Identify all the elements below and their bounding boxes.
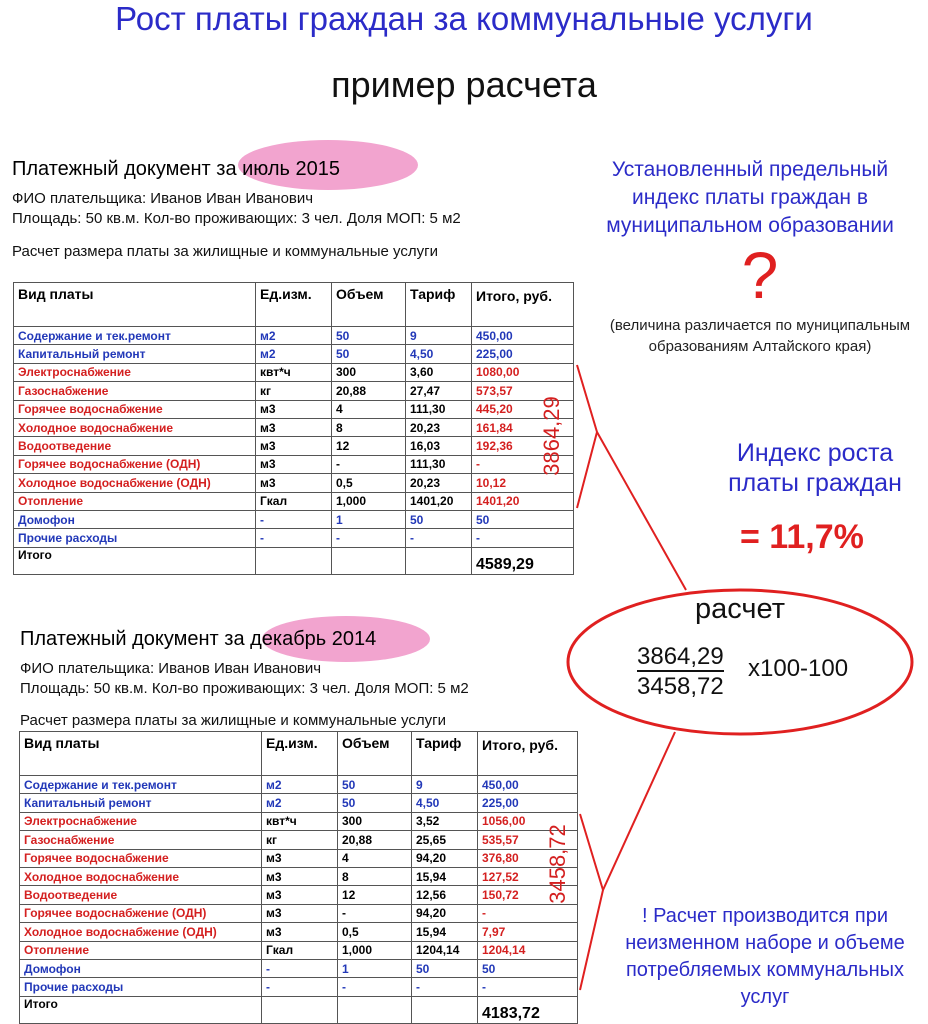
payer-name-december: ФИО плательщика: Иванов Иван Иванович [20, 660, 322, 677]
cell-volume: 50 [338, 794, 412, 812]
total-row [20, 996, 578, 1023]
calc-title-july: Расчет размера платы за жилищные и коммунальные услуги [12, 243, 438, 260]
cell-unit: Гкал [262, 941, 338, 959]
cell-tariff: 50 [406, 510, 472, 528]
cell-tariff: 27,47 [406, 382, 472, 400]
limit-index-title: Установленный предельный индекс платы граждан в муниципальном образовании [606, 158, 894, 237]
cell-volume: 1,000 [338, 941, 412, 959]
total-empty [262, 996, 338, 1023]
cell-tariff: 94,20 [412, 849, 478, 867]
col-header-total: Итого, руб. [478, 732, 578, 776]
line-december-to-calc [603, 732, 675, 890]
cell-type: Отопление [20, 941, 262, 959]
cell-tariff: 4,50 [406, 345, 472, 363]
cell-volume: 0,5 [338, 923, 412, 941]
cell-unit: м3 [262, 923, 338, 941]
table-row [14, 400, 574, 418]
col-header-unit: Ед.изм. [262, 732, 338, 776]
total-empty [256, 547, 332, 574]
cell-type: Газоснабжение [14, 382, 256, 400]
cell-tariff: 25,65 [412, 831, 478, 849]
cell-total: 1056,00 [478, 812, 578, 830]
cell-tariff: 15,94 [412, 923, 478, 941]
table-row [20, 776, 578, 794]
cell-unit: м2 [262, 776, 338, 794]
calculation-numerator: 3864,29 [637, 643, 724, 670]
total-empty [338, 996, 412, 1023]
doc-title-december: Платежный документ за декабрь 2014 [20, 628, 377, 650]
total-row [14, 547, 574, 574]
cell-unit: м2 [256, 345, 332, 363]
total-value: 4589,29 [472, 547, 574, 574]
table-row [20, 959, 578, 977]
limit-index-note: (величина различается по муниципальным образованиям Алтайского края) [609, 317, 911, 355]
cell-total: 450,00 [472, 327, 574, 345]
col-header-unit: Ед.изм. [256, 283, 332, 327]
table-header-row [20, 732, 578, 776]
cell-total: 150,72 [478, 886, 578, 904]
cell-volume: 1 [332, 510, 406, 528]
total-empty [406, 547, 472, 574]
table-row [20, 812, 578, 830]
cell-unit: м3 [262, 849, 338, 867]
table-row [14, 455, 574, 473]
table-row [14, 418, 574, 436]
calc-title-december: Расчет размера платы за жилищные и коммунальные услуги [20, 712, 446, 729]
cell-unit: м3 [256, 455, 332, 473]
page-title: Рост платы граждан за коммунальные услуги [115, 0, 813, 37]
col-header-volume: Объем [338, 732, 412, 776]
table-row [14, 327, 574, 345]
col-header-type: Вид платы [20, 732, 262, 776]
total-value: 4183,72 [478, 996, 578, 1023]
utilities-sum-december: 3458,72 [545, 824, 570, 904]
cell-unit: м2 [256, 327, 332, 345]
cell-volume: - [332, 529, 406, 547]
cell-tariff: 3,60 [406, 363, 472, 381]
cell-total: 1204,14 [478, 941, 578, 959]
cell-volume: - [338, 978, 412, 996]
cell-total: 225,00 [472, 345, 574, 363]
total-empty [412, 996, 478, 1023]
cell-unit: - [262, 978, 338, 996]
cell-volume: - [338, 904, 412, 922]
cell-volume: 4 [338, 849, 412, 867]
cell-unit: м3 [262, 886, 338, 904]
cell-volume: 12 [332, 437, 406, 455]
table-row [14, 382, 574, 400]
cell-volume: 1,000 [332, 492, 406, 510]
cell-unit: квт*ч [256, 363, 332, 381]
cell-tariff: 9 [406, 327, 472, 345]
cell-tariff: 111,30 [406, 455, 472, 473]
cell-volume: 50 [332, 327, 406, 345]
cell-tariff: 50 [412, 959, 478, 977]
area-info-december: Площадь: 50 кв.м. Кол-во проживающих: 3 чел. Доля МОП: 5 м2 [20, 680, 469, 697]
cell-tariff: 94,20 [412, 904, 478, 922]
cell-total: 376,80 [478, 849, 578, 867]
cell-unit: Гкал [256, 492, 332, 510]
growth-index-value: = 11,7% [740, 518, 864, 556]
total-label: Итого [14, 547, 256, 574]
cell-tariff: 12,56 [412, 886, 478, 904]
table-row [14, 510, 574, 528]
cell-total: 50 [478, 959, 578, 977]
cell-total: 450,00 [478, 776, 578, 794]
col-header-total: Итого, руб. [472, 283, 574, 327]
cell-tariff: 9 [412, 776, 478, 794]
cell-total: 50 [472, 510, 574, 528]
cell-type: Прочие расходы [20, 978, 262, 996]
question-mark: ? [741, 238, 779, 312]
table-row [20, 886, 578, 904]
cell-volume: 4 [332, 400, 406, 418]
cell-type: Холодное водоснабжение (ОДН) [14, 474, 256, 492]
utilities-sum-july: 3864,29 [539, 396, 564, 476]
cell-volume: 20,88 [338, 831, 412, 849]
line-july-to-calc [597, 432, 686, 590]
col-header-type: Вид платы [14, 283, 256, 327]
cell-unit: м3 [262, 867, 338, 885]
cell-tariff: - [412, 978, 478, 996]
cell-total: 161,84 [472, 418, 574, 436]
table-row [20, 923, 578, 941]
cell-type: Капитальный ремонт [20, 794, 262, 812]
cell-tariff: 20,23 [406, 474, 472, 492]
cell-type: Домофон [14, 510, 256, 528]
cell-type: Холодное водоснабжение [20, 867, 262, 885]
doc-title-july: Платежный документ за июль 2015 [12, 158, 340, 180]
table-row [14, 363, 574, 381]
table-row [14, 492, 574, 510]
cell-volume: 50 [338, 776, 412, 794]
col-header-volume: Объем [332, 283, 406, 327]
table-row [14, 345, 574, 363]
cell-volume: 12 [338, 886, 412, 904]
cell-total: - [472, 455, 574, 473]
cell-unit: - [262, 959, 338, 977]
table-row [20, 941, 578, 959]
cell-type: Прочие расходы [14, 529, 256, 547]
table-row [14, 437, 574, 455]
cell-unit: м3 [262, 904, 338, 922]
cell-unit: м3 [256, 474, 332, 492]
cell-tariff: 15,94 [412, 867, 478, 885]
cell-volume: 8 [338, 867, 412, 885]
cell-unit: кг [256, 382, 332, 400]
cell-total: 225,00 [478, 794, 578, 812]
bracket-july [577, 365, 597, 508]
cell-type: Капитальный ремонт [14, 345, 256, 363]
cell-unit: м3 [256, 418, 332, 436]
table-row [20, 904, 578, 922]
cell-tariff: 111,30 [406, 400, 472, 418]
table-row [14, 474, 574, 492]
cell-volume: 50 [332, 345, 406, 363]
area-info-july: Площадь: 50 кв.м. Кол-во проживающих: 3 чел. Доля МОП: 5 м2 [12, 210, 461, 227]
cell-total: 1401,20 [472, 492, 574, 510]
cell-tariff: 3,52 [412, 812, 478, 830]
cell-total: 573,57 [472, 382, 574, 400]
cell-volume: 20,88 [332, 382, 406, 400]
cell-type: Содержание и тек.ремонт [20, 776, 262, 794]
cell-type: Водоотведение [14, 437, 256, 455]
cell-total: 10,12 [472, 474, 574, 492]
cell-total: 535,57 [478, 831, 578, 849]
cell-total: 445,20 [472, 400, 574, 418]
cell-volume: - [332, 455, 406, 473]
cell-tariff: 16,03 [406, 437, 472, 455]
growth-index-title: Индекс роста платы граждан [728, 439, 902, 497]
cell-type: Холодное водоснабжение (ОДН) [20, 923, 262, 941]
cell-type: Горячее водоснабжение (ОДН) [20, 904, 262, 922]
cell-volume: 300 [332, 363, 406, 381]
cell-type: Водоотведение [20, 886, 262, 904]
cell-type: Домофон [20, 959, 262, 977]
cell-type: Содержание и тек.ремонт [14, 327, 256, 345]
cell-total: - [478, 904, 578, 922]
table-row [14, 529, 574, 547]
cell-unit: м2 [262, 794, 338, 812]
cell-tariff: 1401,20 [406, 492, 472, 510]
col-header-tariff: Тариф [412, 732, 478, 776]
cell-tariff: 20,23 [406, 418, 472, 436]
cell-unit: кг [262, 831, 338, 849]
cell-volume: 1 [338, 959, 412, 977]
cell-tariff: - [406, 529, 472, 547]
col-header-tariff: Тариф [406, 283, 472, 327]
cell-type: Горячее водоснабжение [14, 400, 256, 418]
page-subtitle: пример расчета [331, 64, 597, 105]
bill-table-december [19, 731, 578, 1024]
calculation-label: расчет [695, 593, 785, 625]
cell-type: Газоснабжение [20, 831, 262, 849]
bill-table-july [13, 282, 574, 575]
cell-unit: квт*ч [262, 812, 338, 830]
cell-unit: м3 [256, 400, 332, 418]
table-header-row [14, 283, 574, 327]
cell-type: Электроснабжение [14, 363, 256, 381]
calculation-note: ! Расчет производится при неизменном наборе и объеме потребляемых коммунальных услуг [625, 905, 905, 1008]
cell-volume: 0,5 [332, 474, 406, 492]
cell-total: 127,52 [478, 867, 578, 885]
cell-volume: 300 [338, 812, 412, 830]
payer-name-july: ФИО плательщика: Иванов Иван Иванович [12, 190, 314, 207]
total-empty [332, 547, 406, 574]
cell-total: 7,97 [478, 923, 578, 941]
table-row [20, 867, 578, 885]
cell-total: - [478, 978, 578, 996]
cell-volume: 8 [332, 418, 406, 436]
cell-total: - [472, 529, 574, 547]
table-row [20, 794, 578, 812]
table-row [20, 831, 578, 849]
cell-unit: - [256, 529, 332, 547]
cell-total: 192,36 [472, 437, 574, 455]
cell-unit: - [256, 510, 332, 528]
cell-type: Холодное водоснабжение [14, 418, 256, 436]
table-row [20, 849, 578, 867]
cell-type: Электроснабжение [20, 812, 262, 830]
table-row [20, 978, 578, 996]
cell-tariff: 4,50 [412, 794, 478, 812]
cell-total: 1080,00 [472, 363, 574, 381]
cell-type: Горячее водоснабжение [20, 849, 262, 867]
calculation-operation: х100-100 [748, 655, 849, 682]
calculation-denominator: 3458,72 [637, 673, 724, 700]
cell-unit: м3 [256, 437, 332, 455]
total-label: Итого [20, 996, 262, 1023]
cell-type: Отопление [14, 492, 256, 510]
cell-type: Горячее водоснабжение (ОДН) [14, 455, 256, 473]
cell-tariff: 1204,14 [412, 941, 478, 959]
